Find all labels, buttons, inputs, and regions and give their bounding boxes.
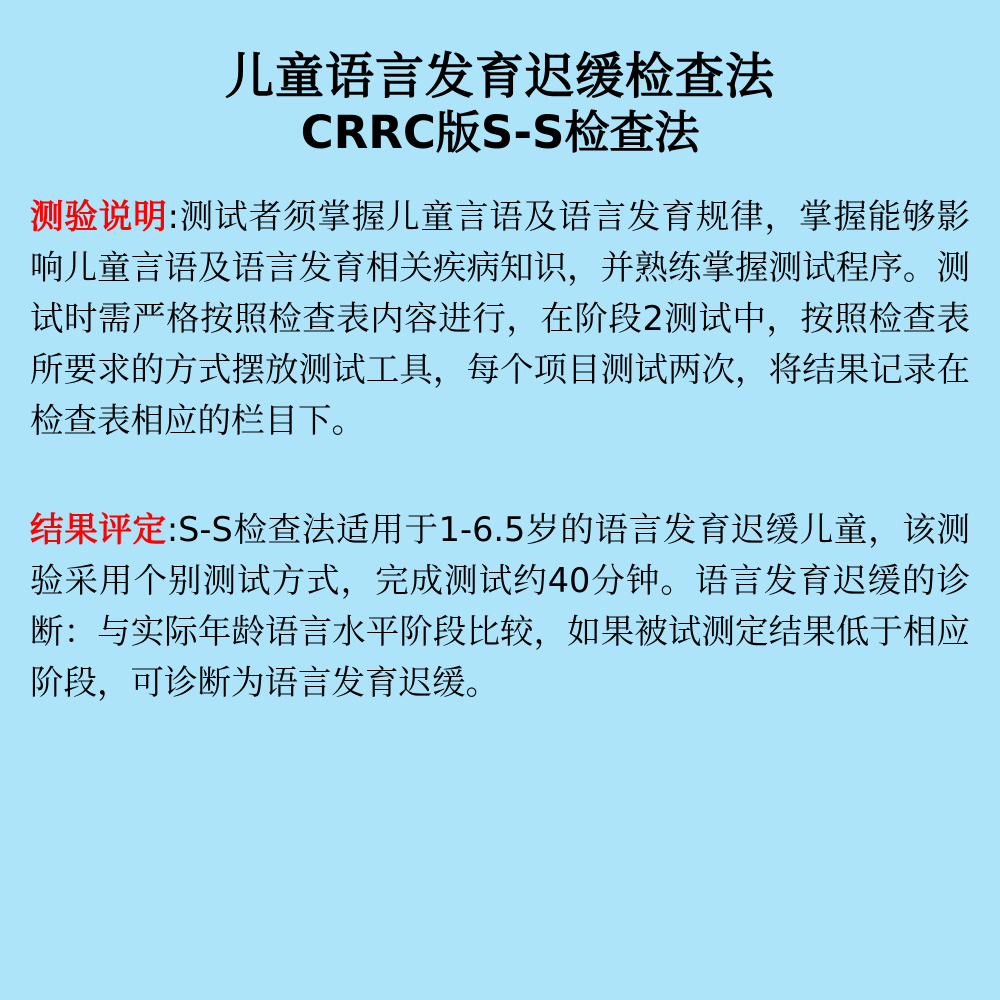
section-result-evaluation (30, 505, 970, 709)
section-text-test-instructions: 测试者须掌握儿童言语及语言发育规律，掌握能够影响儿童言语及语言发育相关疾病知识，并熟练掌握测试程序。测试时需严格按照检查表内容进行，在阶段2测试中，按照检查表所要求的方式摆放测试工具，每个项目测试两次，将结果记录在检查表相应的栏目下。 (30, 197, 971, 441)
page-title (30, 48, 970, 159)
section-label-result-evaluation: 结果评定 (30, 509, 167, 549)
section-separator-result-evaluation: : (166, 509, 179, 549)
title-line-primary: 儿童语言发育迟缓检查法 (224, 48, 775, 105)
section-test-instructions (30, 192, 970, 447)
section-separator-test-instructions: : (167, 197, 179, 237)
document-body (30, 192, 970, 708)
title-line-secondary: CRRC版S-S检查法 (300, 105, 700, 159)
section-text-result-evaluation: S-S检查法适用于1-6.5岁的语言发育迟缓儿童，该测验采用个别测试方式，完成测试约40分钟。语言发育迟缓的诊断：与实际年龄语言水平阶段比较，如果被试测定结果低于相应阶段，可诊断为语言发育迟缓。 (30, 509, 971, 702)
section-label-test-instructions: 测验说明 (30, 197, 168, 237)
